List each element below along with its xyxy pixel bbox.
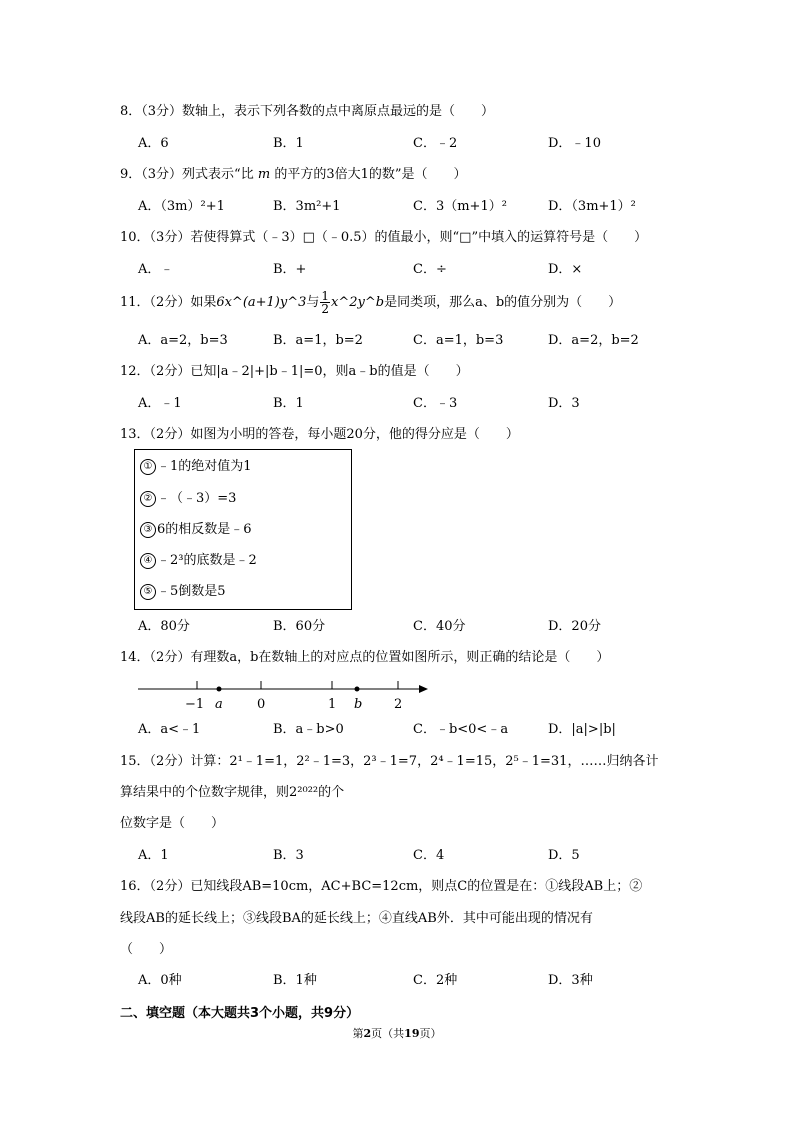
q10-option-b[interactable]: B．+ bbox=[273, 262, 307, 277]
q9-option-d[interactable]: D．（3m+1）² bbox=[548, 199, 636, 214]
page-number: 2 bbox=[363, 1027, 372, 1040]
page-footer: 第2页（共19页） bbox=[352, 1027, 442, 1040]
q15-option-a[interactable]: A．1 bbox=[138, 848, 169, 863]
q12-stem: 12．（2分）已知|a﹣2|+|b﹣1|=0，则a﹣b的值是（ ） bbox=[120, 364, 469, 379]
q12-option-b[interactable]: B．1 bbox=[273, 396, 304, 411]
label-2: 2 bbox=[394, 697, 403, 712]
q11-fraction: $\frac{1}{2}$ bbox=[321, 289, 330, 316]
q16-stem-line2: 线段AB的延长线上；③线段BA的延长线上；④直线AB外．其中可能出现的情况有 bbox=[120, 911, 593, 926]
circle-2-mark: ② bbox=[140, 491, 156, 507]
circle-3-mark: ③ bbox=[140, 522, 156, 538]
q9-option-b[interactable]: B．3m²+1 bbox=[273, 199, 341, 214]
q8-option-a[interactable]: A．6 bbox=[138, 136, 169, 151]
q13-option-c[interactable]: C．40分 bbox=[413, 619, 466, 634]
q9-option-a[interactable]: A．（3m）²+1 bbox=[138, 199, 225, 214]
q15-option-b[interactable]: B．3 bbox=[273, 848, 304, 863]
q11-option-a[interactable]: A．a=2，b=3 bbox=[138, 333, 228, 348]
q15-stem-line1: 15．（2分）计算：2¹﹣1=1，2²﹣1=3，2³﹣1=7，2⁴﹣1=15，2⁵﹣1=31，……归纳各计 bbox=[120, 754, 659, 769]
label-minus-1: −1 bbox=[185, 697, 205, 712]
q10-stem: 10．（3分）若使得算式（﹣3）□（﹣0.5）的值最小，则“□”中填入的运算符号是（ ） bbox=[120, 230, 648, 245]
q13-item-2: ② ﹣（﹣3）=3 bbox=[139, 490, 236, 508]
q10-option-a[interactable]: A．﹣ bbox=[138, 262, 174, 277]
q16-option-d[interactable]: D．3种 bbox=[548, 973, 593, 988]
q14-option-b[interactable]: B．a﹣b>0 bbox=[273, 722, 344, 737]
q8-option-d[interactable]: D．﹣10 bbox=[548, 136, 601, 151]
q8-stem: 8．（3分）数轴上，表示下列各数的点中离原点最远的是（ ） bbox=[120, 104, 495, 119]
q14-option-c[interactable]: C．﹣b<0<﹣a bbox=[413, 722, 509, 737]
q11-option-b[interactable]: B．a=1，b=2 bbox=[273, 333, 363, 348]
q13-option-a[interactable]: A．80分 bbox=[138, 619, 190, 634]
q15-stem-line3: 位数字是（ ） bbox=[120, 816, 225, 831]
q8-option-c[interactable]: C．﹣2 bbox=[413, 136, 458, 151]
q11-option-d[interactable]: D．a=2，b=2 bbox=[548, 333, 639, 348]
q12-option-a[interactable]: A．﹣1 bbox=[138, 396, 182, 411]
section-heading-fill-blank: 二、填空题（本大题共3个小题，共9分） bbox=[120, 1006, 360, 1021]
q11-option-c[interactable]: C．a=1，b=3 bbox=[413, 333, 504, 348]
q9-option-c[interactable]: C．3（m+1）² bbox=[413, 199, 507, 214]
q11-stem: 11．（2分）如果6x^(a+1)y^3与 $\frac{1}{2}$ x^2y^b是同类项，那么a、b的值分别为（ ） bbox=[120, 289, 622, 316]
q13-item-3: ③ 6的相反数是﹣6 bbox=[139, 521, 252, 539]
q13-item-1: ① ﹣1的绝对值为1 bbox=[139, 458, 252, 476]
label-1: 1 bbox=[328, 697, 337, 712]
q8-option-b[interactable]: B．1 bbox=[273, 136, 304, 151]
q13-option-b[interactable]: B．60分 bbox=[273, 619, 326, 634]
point-a bbox=[217, 687, 222, 692]
page-total: 19 bbox=[404, 1027, 420, 1040]
q9-stem: 9．（3分）列式表示“比 m 的平方的3倍大1的数”是（ ） bbox=[120, 167, 467, 182]
q11-term2: x^2y^b bbox=[331, 295, 385, 310]
q13-item-4: ④ ﹣2³的底数是﹣2 bbox=[139, 552, 257, 570]
q11-term1: 6x^(a+1)y^3 bbox=[216, 295, 307, 310]
q13-stem: 13．（2分）如图为小明的答卷，每小题20分，他的得分应是（ ） bbox=[120, 427, 519, 442]
q15-option-c[interactable]: C．4 bbox=[413, 848, 445, 863]
q13-option-d[interactable]: D．20分 bbox=[548, 619, 601, 634]
q16-stem-line3: （ ） bbox=[120, 942, 173, 957]
q15-stem-line2: 算结果中的个位数字规律，则2²⁰²²的个 bbox=[120, 785, 345, 800]
q16-option-b[interactable]: B．1种 bbox=[273, 973, 317, 988]
label-a: a bbox=[215, 697, 223, 712]
q12-option-d[interactable]: D．3 bbox=[548, 396, 580, 411]
label-0: 0 bbox=[257, 697, 266, 712]
q16-option-a[interactable]: A．0种 bbox=[138, 973, 182, 988]
q13-item-5: ⑤ ﹣5倒数是5 bbox=[139, 583, 226, 601]
label-b: b bbox=[354, 697, 363, 712]
q14-option-a[interactable]: A．a<﹣1 bbox=[138, 722, 201, 737]
q14-stem: 14．（2分）有理数a，b在数轴上的对应点的位置如图所示，则正确的结论是（ ） bbox=[120, 650, 610, 665]
q15-option-d[interactable]: D．5 bbox=[548, 848, 580, 863]
q10-option-d[interactable]: D．× bbox=[548, 262, 583, 277]
q12-option-c[interactable]: C．﹣3 bbox=[413, 396, 458, 411]
circle-1-mark: ① bbox=[140, 459, 156, 475]
q16-stem-line1: 16．（2分）已知线段AB=10cm，AC+BC=12cm，则点C的位置是在：①线段AB上；② bbox=[120, 879, 643, 894]
q14-option-d[interactable]: D．|a|>|b| bbox=[548, 722, 616, 737]
point-b bbox=[355, 687, 360, 692]
number-line-arrow bbox=[419, 685, 428, 693]
circle-4-mark: ④ bbox=[140, 553, 156, 569]
q16-option-c[interactable]: C．2种 bbox=[413, 973, 458, 988]
circle-5-mark: ⑤ bbox=[140, 584, 156, 600]
q10-option-c[interactable]: C．÷ bbox=[413, 262, 447, 277]
